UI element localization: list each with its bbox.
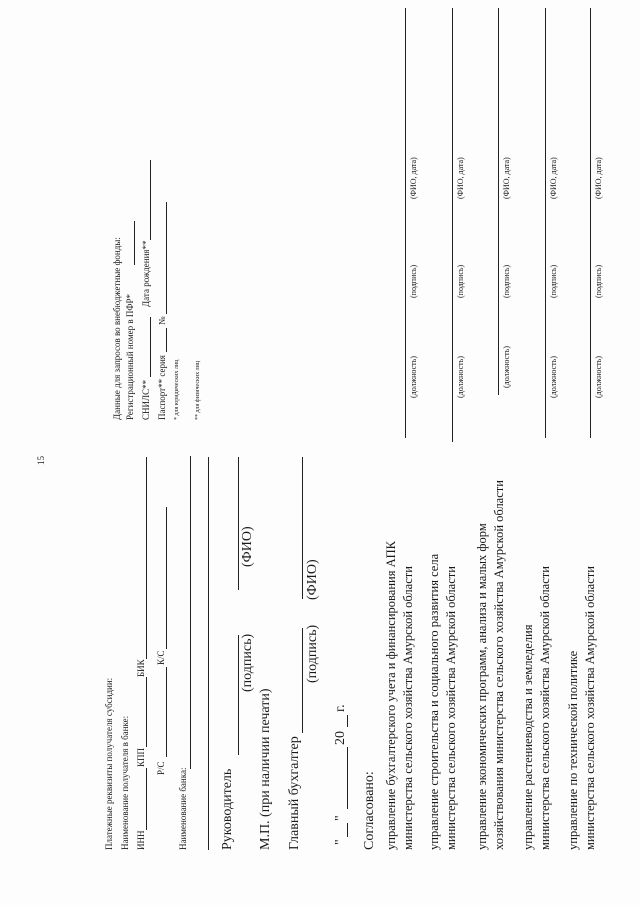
accountant-signature-caption: (подпись) [305,624,320,683]
approval-item-3-line2: хозяйствования министерства сельского хозяйства Амурской области [492,480,506,850]
note-individual: ** для физических лиц [195,360,201,420]
approval-row-4-position: (должность) [549,356,558,398]
approval-row-1-position: (должность) [409,356,418,398]
note-legal: * для юридических лиц [174,359,180,420]
approval-row-5-fio-date: (ФИО, дата) [594,157,603,199]
bik-line [146,457,147,659]
birth-line [150,160,151,240]
head-signature-line [238,635,239,755]
approval-item-5-line1: управление по технической политике [566,650,580,850]
date-year-suffix: г. [333,704,348,712]
ks-label: К/С [156,650,166,665]
accountant-label: Главный бухгалтер [287,736,302,850]
number-label: № [157,316,167,325]
passport-number-line [166,202,167,314]
approval-row-2-fio-date: (ФИО, дата) [456,157,465,199]
approval-item-1-line2: министерства сельского хозяйства Амурской области [401,566,415,850]
kpp-label: КПП [136,747,146,767]
approval-row-2-signature: (подпись) [456,264,465,298]
bank-heading: Платежные реквизиты получателя субсидии: [104,677,114,850]
accountant-fio-line [302,457,303,599]
approval-item-2-line1: управление строительства и социального развития села [427,553,441,850]
approval-row-2-line [452,8,453,442]
date-open-quote: " [333,839,348,845]
approval-row-4-fio-date: (ФИО, дата) [549,157,558,199]
pfr-line [134,221,135,265]
accountant-fio-caption: (ФИО) [305,559,320,600]
snils-line [150,317,151,377]
approval-row-3-line [498,8,499,395]
approval-row-5-signature: (подпись) [594,264,603,298]
rs-line [166,667,167,757]
date-month-line [347,747,348,809]
approval-row-5-position: (должность) [594,356,603,398]
rs-label: Р/С [156,761,166,775]
head-fio-caption: (ФИО) [240,526,255,567]
passport-series-line [166,328,167,352]
page-number: 15 [36,456,46,465]
date-year-prefix: 20 [333,731,348,745]
approval-row-5-line [590,8,591,438]
kpp-line [146,677,147,747]
head-fio-line [238,457,239,590]
approval-row-4-line [545,8,546,438]
approval-row-3-position: (должность) [502,346,511,388]
approval-item-2-line2: министерства сельского хозяйства Амурской области [444,566,458,850]
funds-heading: Данные для запросов во внебюджетные фонды: [112,237,122,420]
inn-line [146,768,147,830]
approval-row-3-fio-date: (ФИО, дата) [502,157,511,199]
approval-item-4-line2: министерства сельского хозяйства Амурской области [538,566,552,850]
passport-label: Паспорт** серия [157,355,167,420]
stamp-label: М.П. (при наличии печати) [258,688,273,850]
birth-label: Дата рождения** [141,240,151,307]
accountant-signature-line [302,628,303,733]
approval-row-2-position: (должность) [456,356,465,398]
approval-item-1-line1: управление бухгалтерского учета и финансирования АПК [384,541,398,850]
bank-line [190,456,191,769]
bik-label: БИК [136,659,146,677]
blank-line [208,457,209,850]
bank-name-label: Наименование получателя в банке: [120,715,130,850]
approval-row-1-line [405,8,406,438]
inn-label: ИНН [136,830,146,850]
date-close-quote: " [333,815,348,821]
approval-row-1-signature: (подпись) [409,264,418,298]
approval-item-5-line2: министерства сельского хозяйства Амурской области [583,566,597,850]
approval-heading: Согласовано: [362,771,377,850]
ks-line [166,507,167,649]
approval-item-4-line1: управление растениеводства и земледелия [521,624,535,850]
snils-label: СНИЛС** [141,379,151,420]
bank-label: Наименование банка: [178,767,188,850]
date-year-line [347,715,348,727]
date-day-line [347,823,348,837]
approval-row-3-signature: (подпись) [502,264,511,298]
head-label: Руководитель [220,768,235,850]
approval-row-4-signature: (подпись) [549,264,558,298]
approval-row-1-fio-date: (ФИО, дата) [409,157,418,199]
approval-item-3-line1: управление экономических программ, анализа и малых форм [475,523,489,850]
pfr-label: Регистрационный номер в ПФР* [125,294,135,420]
head-signature-caption: (подпись) [240,633,255,692]
